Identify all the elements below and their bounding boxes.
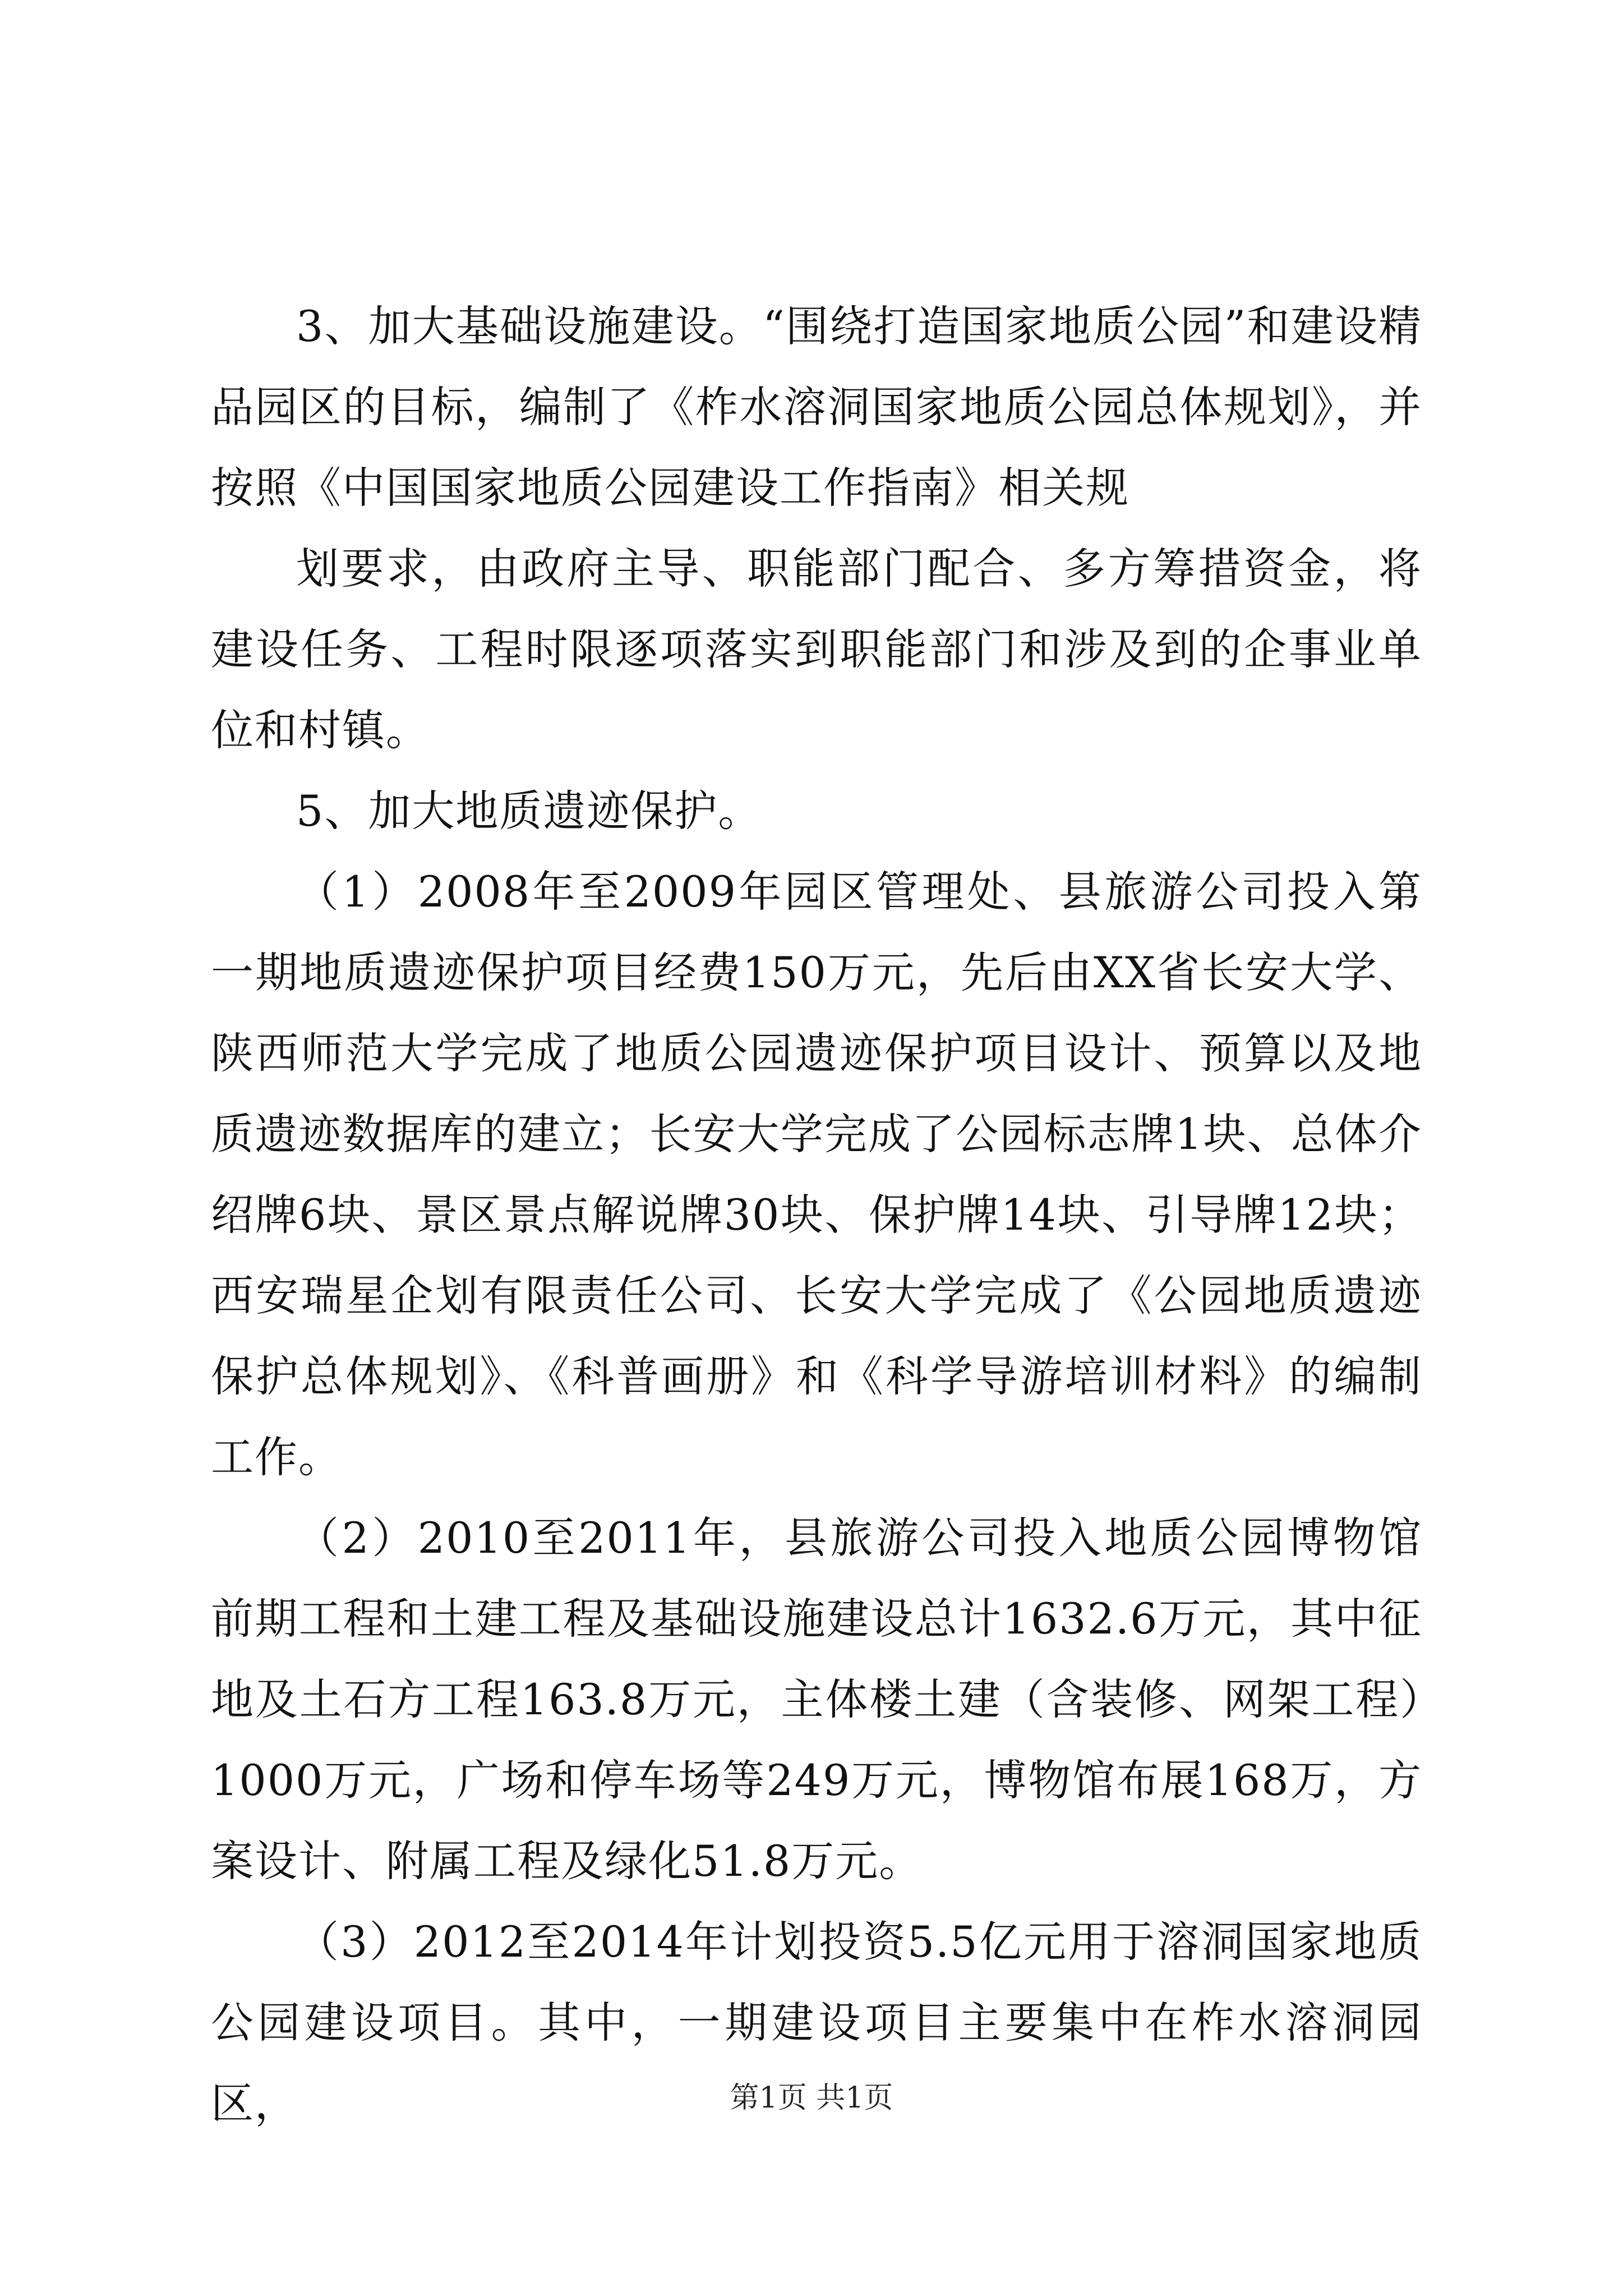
paragraph-heritage-protection: 5、加大地质遗迹保护。 <box>296 786 762 836</box>
body-text <box>211 286 1422 2144</box>
page-footer: 第1页 共1页 <box>730 2081 893 2115</box>
paragraph-item-1: （1）2008年至2009年园区管理处、县旅游公司投入第一期地质遗迹保护项目经费150万元，先后由XX省长安大学、陕西师范大学完成了地质公园遗迹保护项目设计、预算以及地质遗迹数据库的建立；长安大学完成了公园标志牌1块、总体介绍牌6块、景区景点解说牌30块、保护牌14块、引导牌12块；西安瑞星企划有限责任公司、长安大学完成了《公园地质遗迹保护总体规划》、《科普画册》和《科学导游培训材料》的编制工作。 <box>211 867 1422 1482</box>
paragraph-infrastructure: 3、加大基础设施建设。“围绕打造国家地质公园”和建设精品园区的目标，编制了《柞水溶洞国家地质公园总体规划》，并按照《中国国家地质公园建设工作指南》相关规 <box>211 301 1422 513</box>
paragraph-item-3: （3）2012至2014年计划投资5.5亿元用于溶洞国家地质公园建设项目。其中，一期建设项目主要集中在柞水溶洞园区， <box>211 1917 1422 2128</box>
paragraph-planning-requirements: 划要求，由政府主导、职能部门配合、多方筹措资金，将建设任务、工程时限逐项落实到职能部门和涉及到的企事业单位和村镇。 <box>211 544 1422 755</box>
paragraph-item-2: （2）2010至2011年，县旅游公司投入地质公园博物馆前期工程和土建工程及基础设施建设总计1632.6万元，其中征地及土石方工程163.8万元，主体楼土建（含装修、网架工程）1000万元，广场和停车场等249万元，博物馆布展168万，方案设计、附属工程及绿化51.8万元。 <box>211 1513 1422 1886</box>
